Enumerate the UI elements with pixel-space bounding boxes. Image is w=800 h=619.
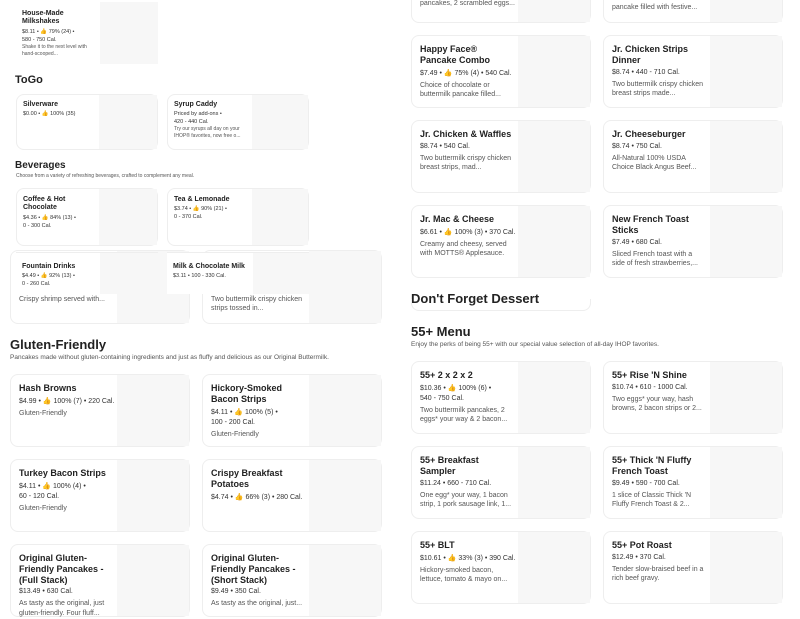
item-meta: $4.11 • 👍 100% (4) •: [19, 482, 86, 490]
item-thumbnail: [100, 253, 158, 294]
menu-item-card[interactable]: [16, 188, 158, 246]
item-meta: $10.36 • 👍 100% (6) •: [420, 384, 492, 392]
menu-item-card[interactable]: [411, 446, 591, 519]
menu-item-card[interactable]: [411, 361, 591, 434]
item-thumbnail: [710, 206, 782, 277]
item-calories: 0 - 370 Cal.: [174, 214, 203, 221]
item-tag: Gluten-Friendly: [19, 409, 67, 417]
section-divider: [411, 299, 591, 311]
item-name: New French Toast Sticks: [612, 214, 689, 235]
item-calories: 540 - 750 Cal.: [420, 394, 464, 402]
item-meta: Priced by add-ons •: [174, 111, 222, 118]
item-meta: $12.49 • 370 Cal.: [612, 553, 666, 561]
menu-item-card[interactable]: [16, 252, 158, 294]
item-description: Two buttermilk crispy chicken breast strips, mad...: [420, 154, 512, 172]
menu-item-card[interactable]: [603, 0, 783, 23]
item-thumbnail: [309, 375, 381, 446]
item-name: Jr. Chicken Strips Dinner: [612, 44, 689, 65]
item-name: Syrup Caddy: [174, 101, 218, 108]
item-name: Jr. Cheeseburger: [612, 129, 686, 139]
item-name: 55+ BLT: [420, 540, 455, 550]
item-description: Choice of chocolate or buttermilk pancake filled...: [420, 81, 501, 99]
item-thumbnail: [518, 206, 590, 277]
item-name: Tea & Lemonade: [174, 196, 230, 203]
item-description: Two buttermilk crispy chicken breast strips made...: [612, 80, 704, 98]
item-thumbnail: [710, 447, 782, 518]
item-meta: $4.36 • 👍 84% (13) •: [23, 214, 76, 221]
section-subtitle-beverages: Choose from a variety of refreshing beverages, crafted to complement any meal.: [16, 173, 195, 179]
item-meta: $8.74 • 750 Cal.: [612, 142, 662, 150]
item-thumbnail: [518, 0, 590, 22]
item-description: As tasty as the original, just gluten-friendly. Four fluff...: [19, 600, 105, 617]
menu-item-card[interactable]: [411, 35, 591, 108]
item-thumbnail: [100, 2, 158, 64]
item-calories: 580 - 750 Cal.: [22, 36, 57, 43]
item-thumbnail: [309, 251, 381, 323]
menu-item-card[interactable]: [603, 35, 783, 108]
menu-item-card[interactable]: [603, 531, 783, 604]
item-description: pancake filled with festive...: [612, 4, 698, 11]
item-calories: 100 - 200 Cal.: [211, 418, 255, 426]
item-meta: $11.24 • 660 - 710 Cal.: [420, 479, 492, 487]
item-calories: 420 - 440 Cal.: [174, 119, 209, 126]
menu-item-card[interactable]: [10, 544, 190, 617]
item-meta: $4.11 • 👍 100% (5) •: [211, 408, 278, 416]
item-description: All-Natural 100% USDA Choice Black Angus Beef...: [612, 154, 697, 172]
item-thumbnail: [518, 121, 590, 192]
item-name: Jr. Chicken & Waffles: [420, 129, 512, 139]
item-meta: $3.74 • 👍 90% (21) •: [174, 206, 227, 213]
menu-item-card[interactable]: [10, 459, 190, 532]
item-name: 55+ Pot Roast: [612, 540, 672, 550]
item-description: 1 slice of Classic Thick 'N Fluffy French Toast & 2...: [612, 491, 692, 509]
item-thumbnail: [117, 375, 189, 446]
item-name: Crispy Breakfast Potatoes: [211, 468, 283, 489]
item-meta: $4.49 • 👍 92% (13) •: [22, 273, 75, 280]
item-tag: Gluten-Friendly: [19, 504, 67, 512]
item-thumbnail: [252, 95, 308, 149]
item-meta: $8.74 • 540 Cal.: [420, 142, 470, 150]
section-title-beverages: Beverages: [15, 160, 66, 171]
item-description: Crispy shrimp served with...: [19, 296, 105, 303]
item-meta: $8.74 • 440 - 710 Cal.: [612, 68, 680, 76]
item-thumbnail: [710, 36, 782, 107]
item-name: Turkey Bacon Strips: [19, 468, 106, 478]
menu-item-card[interactable]: [16, 94, 158, 150]
section-title-55-menu: 55+ Menu: [411, 324, 471, 339]
item-description: Try our syrups all day on your IHOP® favorites, now free o...: [174, 126, 241, 140]
item-calories: 0 - 300 Cal.: [23, 222, 52, 229]
menu-item-card[interactable]: [411, 0, 591, 23]
item-description: pancakes, 2 scrambled eggs...: [420, 0, 515, 7]
item-name: 55+ Thick 'N Fluffy French Toast: [612, 455, 692, 476]
item-name: Jr. Mac & Cheese: [420, 214, 495, 224]
item-thumbnail: [253, 253, 309, 294]
item-thumbnail: [518, 36, 590, 107]
menu-item-card[interactable]: [603, 361, 783, 434]
item-description: Tender slow-braised beef in a rich beef gravy.: [612, 565, 704, 583]
menu-item-card[interactable]: [603, 446, 783, 519]
item-meta: $8.11 • 👍 79% (24) •: [22, 28, 75, 35]
item-meta: $6.61 • 👍 100% (3) • 370 Cal.: [420, 228, 516, 236]
item-thumbnail: [117, 545, 189, 616]
item-name: Happy Face® Pancake Combo: [420, 44, 491, 65]
item-meta: $9.49 • 590 - 700 Cal.: [612, 479, 680, 487]
item-description: Sliced French toast with a side of fresh strawberries,...: [612, 250, 698, 268]
item-description: Two buttermilk pancakes, 2 eggs* your way & 2 bacon...: [420, 406, 508, 424]
item-meta: $10.61 • 👍 33% (3) • 390 Cal.: [420, 554, 516, 562]
item-thumbnail: [117, 460, 189, 531]
menu-item-card[interactable]: [167, 94, 309, 150]
item-name: Hash Browns: [19, 383, 77, 393]
menu-item-card[interactable]: [603, 205, 783, 278]
item-calories: 0 - 260 Cal.: [22, 281, 51, 288]
menu-item-card[interactable]: [202, 374, 382, 447]
item-thumbnail: [99, 189, 157, 245]
menu-item-card[interactable]: [202, 459, 382, 532]
item-name: 55+ 2 x 2 x 2: [420, 370, 473, 380]
item-name: Silverware: [23, 101, 59, 108]
item-thumbnail: [518, 447, 590, 518]
item-thumbnail: [518, 532, 590, 603]
item-thumbnail: [309, 545, 381, 616]
item-name: 55+ Rise 'N Shine: [612, 370, 687, 380]
section-title-togo: ToGo: [15, 74, 43, 86]
item-thumbnail: [710, 362, 782, 433]
menu-item-card[interactable]: [16, 2, 158, 64]
item-meta: $4.99 • 👍 100% (7) • 220 Cal.: [19, 397, 115, 405]
item-meta: $10.74 • 610 - 1000 Cal.: [612, 383, 688, 391]
item-description: Two eggs* your way, hash browns, 2 bacon strips or 2...: [612, 395, 702, 413]
item-name: Original Gluten-Friendly Pancakes - (Short Stack): [211, 553, 296, 585]
item-meta: $3.11 • 100 - 330 Cal.: [173, 273, 226, 280]
item-description: Hickory-smoked bacon, lettuce, tomato & mayo on...: [420, 566, 508, 584]
item-thumbnail: [710, 532, 782, 603]
item-meta: $9.49 • 350 Cal.: [211, 588, 261, 596]
menu-item-card[interactable]: [411, 531, 591, 604]
item-thumbnail: [309, 460, 381, 531]
item-meta: $0.00 • 👍 100% (35): [23, 111, 76, 118]
item-name: House-Made Milkshakes: [22, 10, 64, 26]
item-meta: $7.49 • 680 Cal.: [612, 238, 662, 246]
item-thumbnail: [710, 0, 782, 22]
item-name: Coffee & Hot Chocolate: [23, 196, 66, 212]
item-thumbnail: [99, 95, 157, 149]
item-thumbnail: [710, 121, 782, 192]
item-description: Creamy and cheesy, served with MOTTS® Applesauce.: [420, 240, 507, 258]
item-thumbnail: [518, 362, 590, 433]
item-calories: 60 - 120 Cal.: [19, 492, 60, 500]
item-meta: $13.49 • 630 Cal.: [19, 588, 73, 596]
item-tag: Gluten-Friendly: [211, 430, 259, 438]
item-thumbnail: [252, 189, 308, 245]
item-description: One egg* your way, 1 bacon strip, 1 pork sausage link, 1...: [420, 491, 512, 509]
item-name: Original Gluten-Friendly Pancakes - (Full Stack): [19, 553, 104, 585]
section-subtitle-55-menu: Enjoy the perks of being 55+ with our special value selection of all-day IHOP favorites.: [411, 341, 659, 348]
item-description: Two buttermilk crispy chicken strips tossed in...: [211, 296, 303, 313]
menu-item-card[interactable]: [411, 205, 591, 278]
item-name: Hickory-Smoked Bacon Strips: [211, 383, 283, 404]
section-subtitle-gluten-friendly: Pancakes made without gluten-containing ingredients and just as fluffy and delicious as our Original Buttermilk.: [10, 354, 329, 361]
section-title-desserts: Don't Forget Dessert: [411, 291, 540, 306]
section-title-gluten-friendly: Gluten-Friendly: [10, 337, 107, 352]
item-meta: $7.49 • 👍 75% (4) • 540 Cal.: [420, 69, 512, 77]
item-name: Fountain Drinks: [22, 263, 76, 270]
menu-item-card[interactable]: [167, 252, 309, 294]
item-description: Shake it to the next level with hand-scooped...: [22, 43, 87, 57]
menu-item-card[interactable]: [202, 544, 382, 617]
menu-item-card[interactable]: [167, 188, 309, 246]
menu-item-card[interactable]: [411, 120, 591, 193]
item-name: Milk & Chocolate Milk: [173, 263, 245, 270]
menu-item-card[interactable]: [10, 374, 190, 447]
menu-item-card[interactable]: [603, 120, 783, 193]
item-meta: $4.74 • 👍 66% (3) • 280 Cal.: [211, 493, 303, 501]
item-name: 55+ Breakfast Sampler: [420, 455, 479, 476]
item-description: As tasty as the original, just...: [211, 600, 303, 608]
